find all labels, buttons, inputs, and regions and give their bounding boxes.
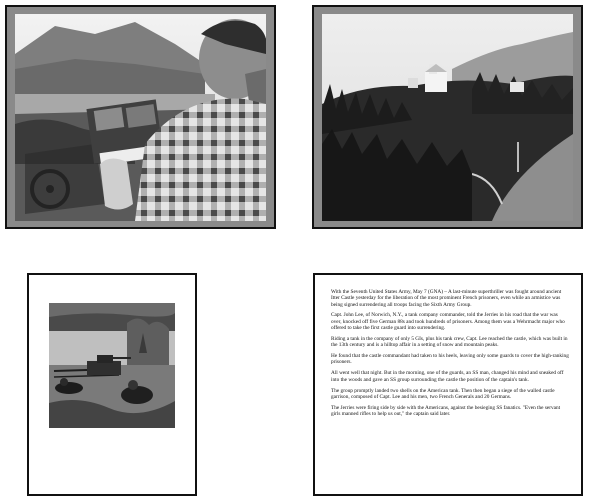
photo-frame-tank [27,273,197,496]
photo-castle-on-forested-hill [322,14,573,221]
article-paragraph: All went well that night. But in the morning, one of the guards, an SS man, changed his mind and sneaked off into the woods and gave an SS group surrounding the castle the position of the captain's tank. [331,370,564,383]
photo-frame-man-scrapbook [5,5,276,229]
article-paragraph: The group promptly landed two shells on the American tank. Then then began a siege of the walled castle garrison, composed of Capt. Lee and his men, two French Generals and 20 Germans. [331,387,555,400]
article-paragraph: The Jerries were firing side by side with the Americans, against the besieging SS fanatics. "Even the servant girls manned rifles to help us out," the captain said later. [331,404,561,418]
photo-frame-castle [312,5,583,229]
article-paragraph: With the Seventh United States Army, May 7 (GNA) – A last-minute superthriller was fought around ancient Itter Castle yesterday for the liberation of the most prominent French prisoners, even while an armistice was being signed surrendering all troops facing the Sixth Army Group. [331,289,562,308]
photo-tank-in-field [49,303,175,428]
article-text [331,289,569,422]
article-page [313,273,583,496]
article-paragraph: Riding a tank in the company of only 5 GIs, plus his tank crew, Capt. Lee reached the castle, which was built in the 13th century and is a hilltop affair in a setting of snow and mountain peaks. [331,335,568,349]
article-paragraph: Capt. John Lee, of Norwich, N.Y., a tank company commander, told the Jerries in his road that the war was over, knocked off five German 88s and took hundreds of prisoners. Among them was a Wehrmacht major who offered to take the first castle guard into surrendering. [331,312,565,332]
photo-man-viewing-scrapbook [15,14,266,221]
article-paragraph: He found that the castle commandant had taken to his heels, leaving only some guards to cover the high-ranking prisoners. [331,353,569,366]
